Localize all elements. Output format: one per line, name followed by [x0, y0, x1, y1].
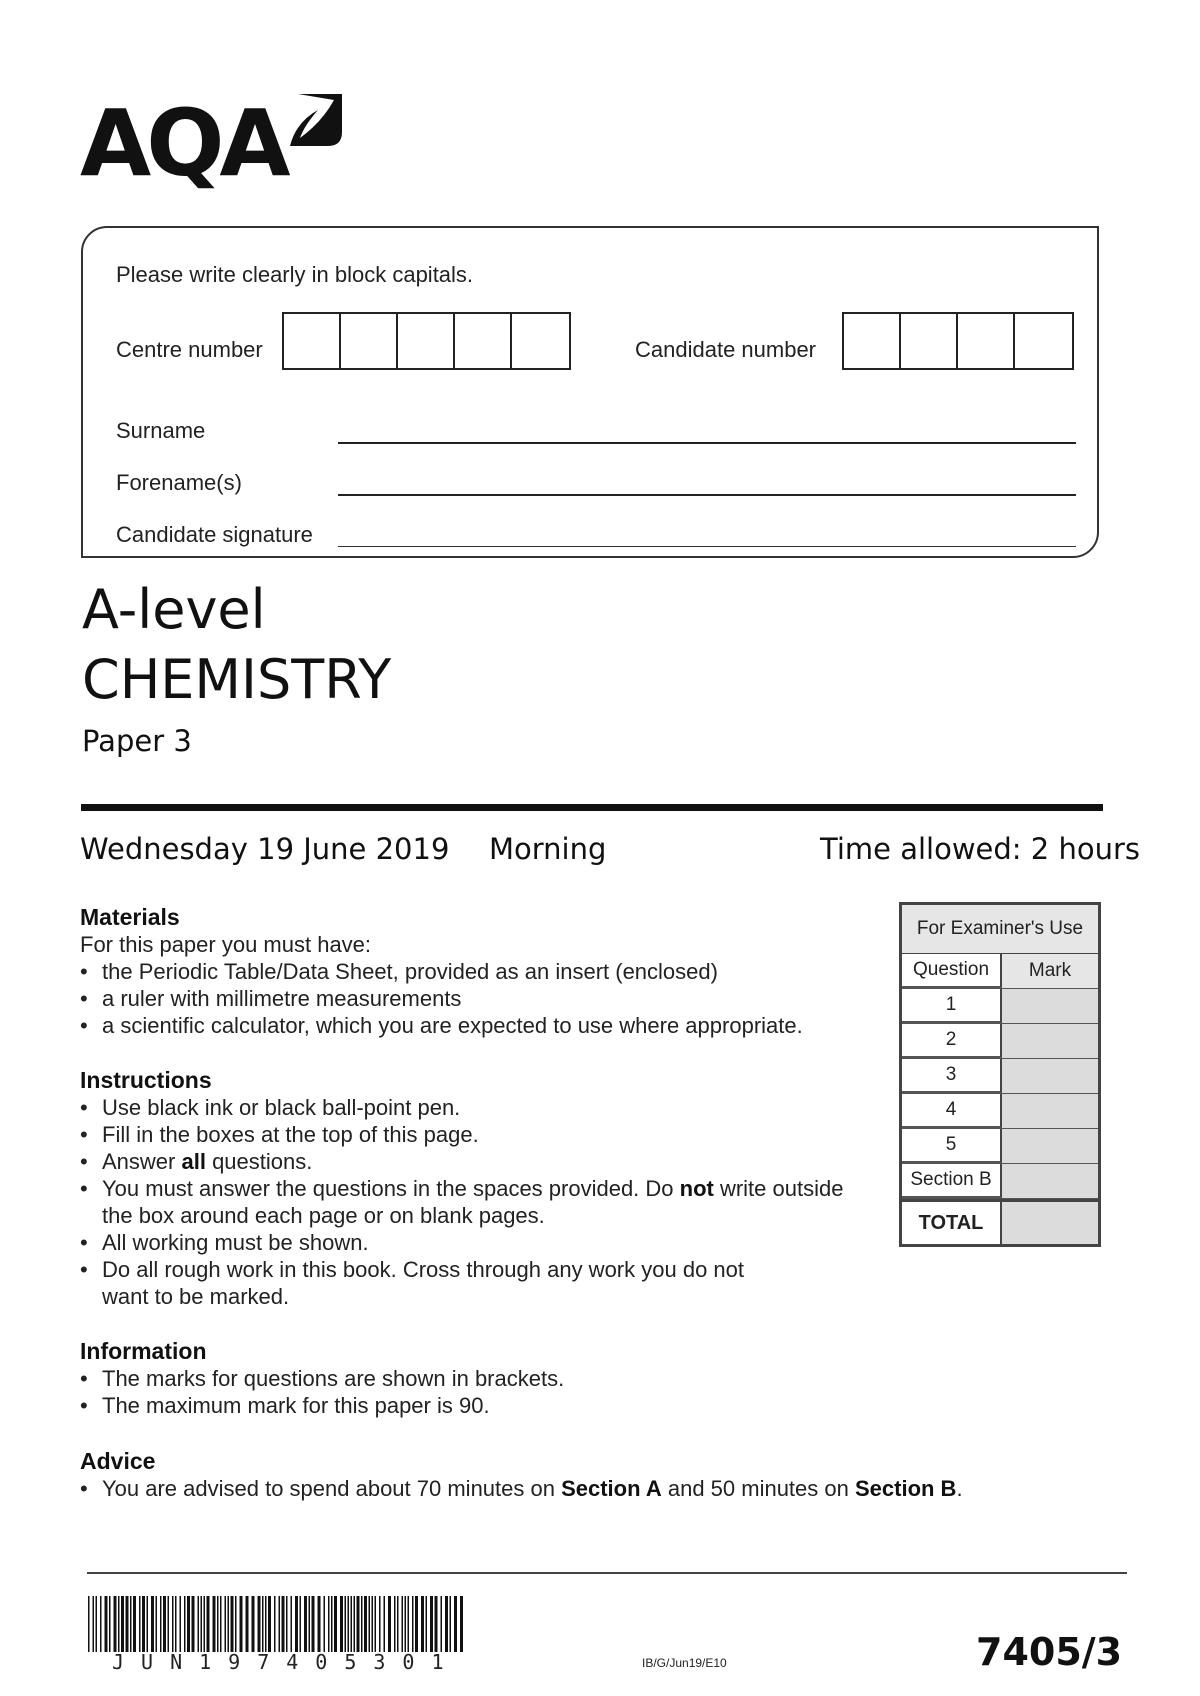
aqa-logo-text: AQA	[80, 90, 286, 197]
materials-section	[80, 904, 880, 1039]
total-label: TOTAL	[902, 1202, 1002, 1244]
advice-item: • You are advised to spend about 70 minutes on Section A and 50 minutes on Section B.	[80, 1475, 1040, 1502]
centre-number-digit[interactable]	[284, 314, 341, 368]
mark-cell	[1002, 1129, 1098, 1163]
centre-number-digit[interactable]	[455, 314, 512, 368]
block-capitals-instruction: Please write clearly in block capitals.	[116, 262, 474, 287]
table-row	[902, 1024, 1098, 1059]
information-item: • The marks for questions are shown in brackets.	[80, 1365, 880, 1392]
instruction-item: • Fill in the boxes at the top of this page.	[80, 1121, 880, 1148]
mark-cell	[1002, 1094, 1098, 1128]
mark-cell	[1002, 1164, 1098, 1198]
materials-item: • the Periodic Table/Data Sheet, provided as an insert (enclosed)	[80, 958, 880, 985]
question-number: Section B	[902, 1164, 1002, 1198]
candidate-number-label: Candidate number	[635, 337, 817, 362]
instruction-item: • You must answer the questions in the spaces provided. Do not write outside the box around each page or on blank pages.	[80, 1175, 872, 1229]
subject-title: CHEMISTRY	[82, 648, 392, 711]
total-mark-cell	[1002, 1202, 1098, 1244]
instruction-item: • Use black ink or black ball-point pen.	[80, 1094, 880, 1121]
instruction-item: • Do all rough work in this book. Cross through any work you do not want to be marked.	[80, 1256, 772, 1310]
aqa-leaf-icon	[286, 92, 344, 152]
paper-number: Paper 3	[82, 724, 192, 758]
candidate-number-digit[interactable]	[844, 314, 901, 368]
footer-divider	[87, 1572, 1127, 1574]
signature-field[interactable]	[338, 546, 1076, 547]
centre-number-digit[interactable]	[341, 314, 398, 368]
examiner-table-header-row	[902, 954, 1098, 989]
table-row	[902, 1164, 1098, 1199]
candidate-number-digit[interactable]	[1015, 314, 1072, 368]
surname-label: Surname	[116, 418, 206, 443]
information-heading: Information	[80, 1338, 207, 1364]
question-number: 2	[902, 1024, 1002, 1058]
total-row	[902, 1199, 1098, 1244]
instructions-heading: Instructions	[80, 1067, 212, 1093]
question-number: 4	[902, 1094, 1002, 1128]
paper-code: 7405/3	[976, 1630, 1123, 1674]
forenames-field[interactable]	[338, 494, 1076, 496]
forenames-label: Forename(s)	[116, 470, 242, 495]
information-section	[80, 1338, 880, 1419]
table-row	[902, 1094, 1098, 1129]
signature-label: Candidate signature	[116, 522, 313, 547]
centre-number-label: Centre number	[116, 337, 263, 362]
title-divider	[81, 804, 1103, 811]
exam-session: Morning	[489, 832, 607, 866]
instructions-section	[80, 1067, 880, 1310]
advice-section	[80, 1448, 1040, 1502]
examiner-use-table	[899, 902, 1101, 1247]
exam-date: Wednesday 19 June 2019	[80, 832, 450, 866]
centre-number-digit[interactable]	[398, 314, 455, 368]
examiner-table-heading: For Examiner's Use	[902, 905, 1098, 954]
materials-item: • a scientific calculator, which you are expected to use where appropriate.	[80, 1012, 880, 1039]
candidate-number-digit[interactable]	[901, 314, 958, 368]
mark-cell	[1002, 989, 1098, 1023]
question-column-header: Question	[902, 954, 1002, 988]
qualification-level: A-level	[82, 578, 266, 641]
instruction-item: • Answer all questions.	[80, 1148, 880, 1175]
materials-intro: For this paper you must have:	[80, 932, 372, 957]
mark-cell	[1002, 1059, 1098, 1093]
materials-item: • a ruler with millimetre measurements	[80, 985, 880, 1012]
surname-field[interactable]	[338, 442, 1076, 444]
centre-number-field[interactable]	[282, 312, 571, 370]
table-row	[902, 989, 1098, 1024]
table-row	[902, 1059, 1098, 1094]
candidate-number-digit[interactable]	[958, 314, 1015, 368]
barcode-text: JUN197405301	[112, 1650, 461, 1674]
mark-column-header: Mark	[1002, 954, 1098, 988]
instruction-item: • All working must be shown.	[80, 1229, 880, 1256]
materials-heading: Materials	[80, 904, 180, 930]
time-allowed: Time allowed: 2 hours	[820, 832, 1140, 866]
information-item: • The maximum mark for this paper is 90.	[80, 1392, 880, 1419]
paper-reference: IB/G/Jun19/E10	[642, 1656, 727, 1670]
barcode-icon	[88, 1596, 468, 1652]
candidate-number-field[interactable]	[842, 312, 1074, 370]
centre-number-digit[interactable]	[512, 314, 569, 368]
mark-cell	[1002, 1024, 1098, 1058]
question-number: 5	[902, 1129, 1002, 1163]
advice-heading: Advice	[80, 1448, 156, 1474]
question-number: 1	[902, 989, 1002, 1023]
table-row	[902, 1129, 1098, 1164]
question-number: 3	[902, 1059, 1002, 1093]
